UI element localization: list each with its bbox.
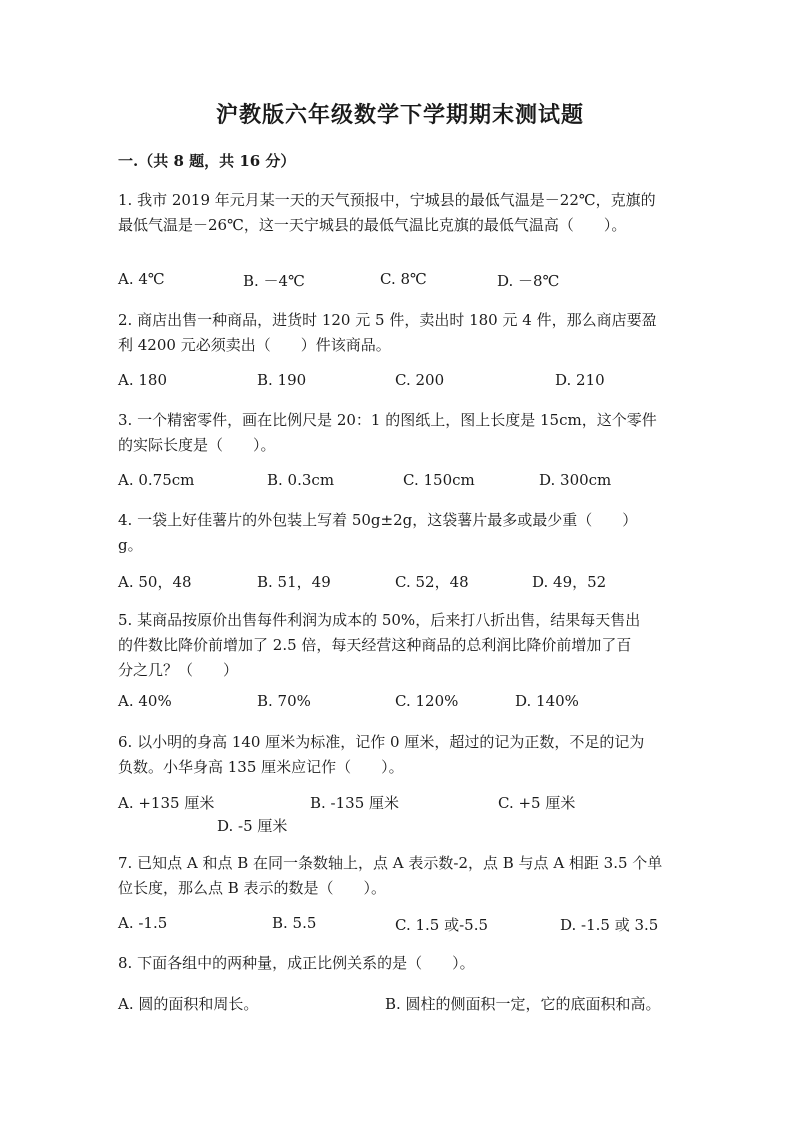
question-2-option-a: A. 180 xyxy=(118,371,167,389)
section-heading: 一.（共 8 题，共 16 分） xyxy=(118,152,296,170)
question-1-option-d: D. －8℃ xyxy=(497,272,560,290)
question-7-option-d: D. -1.5 或 3.5 xyxy=(560,916,659,934)
question-3-line-2: 的实际长度是（ ）。 xyxy=(118,436,276,454)
question-5-option-b: B. 70% xyxy=(257,692,311,710)
question-6-option-a: A. +135 厘米 xyxy=(118,794,215,812)
question-3-option-c: C. 150cm xyxy=(403,471,475,489)
question-3 xyxy=(118,408,678,458)
question-1 xyxy=(118,188,678,238)
question-3-line-1: 3. 一个精密零件，画在比例尺是 20：1 的图纸上，图上长度是 15cm，这个零件 xyxy=(118,411,657,429)
question-4-option-b: B. 51，49 xyxy=(257,573,331,591)
page-title: 沪教版六年级数学下学期期末测试题 xyxy=(215,102,584,128)
question-5-line-1: 5. 某商品按原价出售每件利润为成本的 50%，后来打八折出售，结果每天售出 xyxy=(118,611,641,629)
question-6-option-d: D. -5 厘米 xyxy=(217,817,288,835)
question-5-option-a: A. 40% xyxy=(118,692,172,710)
question-6-line-2: 负数。小华身高 135 厘米应记作（ ）。 xyxy=(118,758,404,776)
question-4-option-a: A. 50，48 xyxy=(118,573,192,591)
question-3-option-b: B. 0.3cm xyxy=(267,471,335,489)
question-7-option-a: A. -1.5 xyxy=(118,914,168,932)
question-4-line-2: g。 xyxy=(118,536,143,554)
question-6-option-c: C. +5 厘米 xyxy=(498,794,576,812)
question-5 xyxy=(118,608,678,683)
question-4-option-c: C. 52，48 xyxy=(395,573,469,591)
question-1-line-2: 最低气温是－26℃，这一天宁城县的最低气温比克旗的最低气温高（ ）。 xyxy=(118,216,627,234)
question-3-option-a: A. 0.75cm xyxy=(118,471,195,489)
question-1-option-c: C. 8℃ xyxy=(380,270,427,288)
question-2-line-1: 2. 商店出售一种商品，进货时 120 元 5 件，卖出时 180 元 4 件，那么商店要盈 xyxy=(118,311,657,329)
question-1-option-a: A. 4℃ xyxy=(118,270,165,288)
question-5-option-c: C. 120% xyxy=(395,692,459,710)
question-6-option-b: B. -135 厘米 xyxy=(310,794,400,812)
question-1-option-b: B. －4℃ xyxy=(243,272,305,290)
question-1-line-1: 1. 我市 2019 年元月某一天的天气预报中，宁城县的最低气温是－22℃，克旗的 xyxy=(118,191,656,209)
question-6 xyxy=(118,730,678,780)
question-7-line-2: 位长度，那么点 B 表示的数是（ ）。 xyxy=(118,879,387,897)
question-8 xyxy=(118,951,678,976)
question-8-option-a: A. 圆的面积和周长。 xyxy=(118,995,259,1013)
question-2-option-c: C. 200 xyxy=(395,371,445,389)
question-3-option-d: D. 300cm xyxy=(539,471,612,489)
question-8-line-1: 8. 下面各组中的两种量，成正比例关系的是（ ）。 xyxy=(118,954,475,972)
question-5-option-d: D. 140% xyxy=(515,692,579,710)
question-5-line-3: 分之几？（ ） xyxy=(118,661,239,679)
question-2 xyxy=(118,308,678,358)
question-4-line-1: 4. 一袋上好佳薯片的外包装上写着 50g±2g，这袋薯片最多或最少重（ ） xyxy=(118,511,638,529)
question-5-line-2: 的件数比降价前增加了 2.5 倍，每天经营这种商品的总利润比降价前增加了百 xyxy=(118,636,632,654)
question-2-option-d: D. 210 xyxy=(555,371,605,389)
question-2-option-b: B. 190 xyxy=(257,371,307,389)
question-2-line-2: 利 4200 元必须卖出（ ）件该商品。 xyxy=(118,336,391,354)
question-7-option-c: C. 1.5 或-5.5 xyxy=(395,916,489,934)
question-7-option-b: B. 5.5 xyxy=(272,914,317,932)
question-7 xyxy=(118,851,678,901)
question-6-line-1: 6. 以小明的身高 140 厘米为标准，记作 0 厘米，超过的记为正数，不足的记为 xyxy=(118,733,645,751)
question-7-line-1: 7. 已知点 A 和点 B 在同一条数轴上，点 A 表示数-2，点 B 与点 A 相距 3.5 个单 xyxy=(118,854,663,872)
question-4 xyxy=(118,508,678,558)
question-4-option-d: D. 49，52 xyxy=(532,573,607,591)
question-8-option-b: B. 圆柱的侧面积一定，它的底面积和高。 xyxy=(385,995,661,1013)
